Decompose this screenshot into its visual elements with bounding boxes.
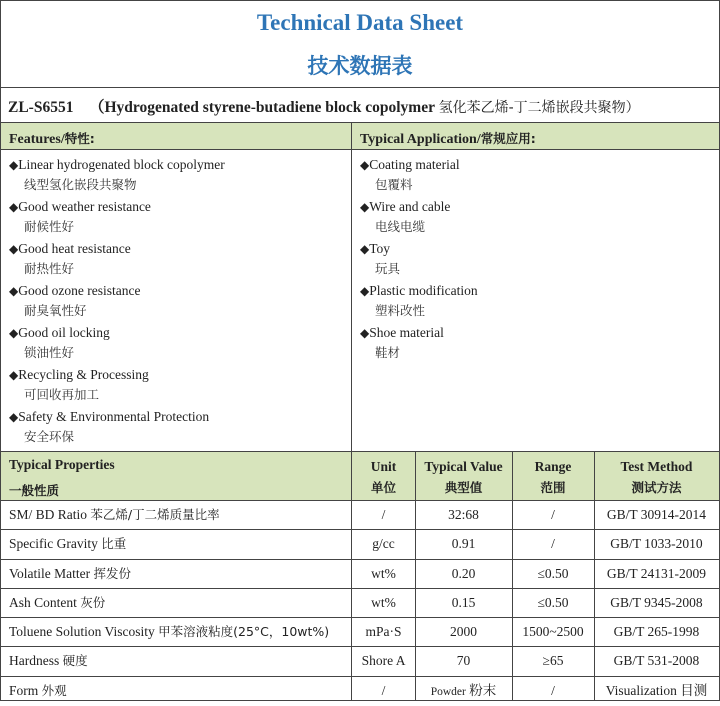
item-english-text: Wire and cable: [369, 199, 451, 214]
diamond-bullet-icon: ◆: [360, 200, 370, 214]
property-range: ≥65: [542, 653, 564, 669]
product-line: [8, 95, 640, 117]
property-test-method: [594, 589, 719, 617]
property-range: 1500~2500: [522, 624, 584, 640]
item-english-text: Good heat resistance: [18, 241, 131, 256]
test-method-text: Visualization: [605, 682, 677, 698]
test-method-text: GB/T 24131-2009: [606, 565, 707, 581]
property-range: /: [551, 536, 555, 552]
test-method-text: GB/T 30914-2014: [606, 507, 707, 522]
property-name-chinese: 灰份: [80, 594, 106, 610]
typical-value-text: 0.15: [451, 594, 476, 610]
column-header-test-method: Test Method 测试方法: [620, 459, 693, 495]
property-name: [9, 618, 329, 646]
applications-header: Typical Application/常规应用:: [360, 131, 536, 147]
list-item: [360, 197, 478, 239]
divider: [1, 149, 719, 150]
property-name-chinese: 比重: [101, 536, 127, 552]
item-english: [9, 365, 225, 385]
property-test-method: [594, 560, 719, 588]
table-row: [1, 647, 719, 676]
typical-value-text: 70: [456, 653, 471, 669]
item-english-text: Good ozone resistance: [18, 283, 141, 298]
item-english-text: Shoe material: [369, 325, 444, 340]
item-chinese-text: 线型氢化嵌段共聚物: [24, 177, 137, 192]
diamond-bullet-icon: ◆: [9, 410, 19, 424]
property-typical-value: [415, 501, 512, 529]
column-header-typical-value: Typical Value 典型值: [424, 459, 503, 495]
typical-value-text: 32:68: [448, 507, 479, 522]
item-english: [360, 239, 478, 259]
property-typical-value: [415, 618, 512, 646]
property-unit: /: [381, 682, 386, 698]
property-name-english: Hardness: [9, 653, 60, 669]
property-unit: Shore A: [361, 653, 406, 669]
test-method-text: GB/T 531-2008: [613, 653, 700, 669]
typical-value-text: 0.20: [451, 565, 476, 581]
item-english: [360, 281, 478, 301]
table-row: [1, 530, 719, 559]
list-item: [9, 281, 225, 323]
product-code: ZL-S6551: [8, 99, 74, 116]
list-item: [9, 197, 225, 239]
property-unit: g/cc: [372, 536, 395, 552]
property-test-method: [594, 618, 719, 646]
test-method-chinese: 目测: [680, 682, 708, 698]
list-item: [9, 365, 225, 407]
diamond-bullet-icon: ◆: [9, 242, 19, 256]
list-item: [360, 323, 478, 365]
property-name-chinese: 甲苯溶液粘度(25°C，10wt%): [158, 624, 330, 640]
diamond-bullet-icon: ◆: [9, 284, 19, 298]
properties-header-chinese: 一般性质: [9, 483, 60, 498]
item-english-text: Safety & Environmental Protection: [18, 409, 210, 424]
item-english: [360, 323, 478, 343]
column-header-range: Range 范围: [534, 459, 572, 495]
property-name-chinese: 外观: [41, 682, 67, 698]
property-name: [9, 560, 131, 588]
property-range: ≤0.50: [537, 594, 569, 610]
properties-header-english: Typical Properties: [9, 457, 115, 472]
item-english: [9, 281, 225, 301]
typical-value-text: 0.91: [451, 536, 476, 552]
table-row: [1, 618, 719, 647]
diamond-bullet-icon: ◆: [9, 368, 19, 382]
product-name-chinese: 氢化苯乙烯-丁二烯嵌段共聚物）: [438, 100, 640, 116]
property-test-method: [594, 530, 719, 558]
list-item: [9, 239, 225, 281]
item-english-text: Linear hydrogenated block copolymer: [18, 157, 225, 172]
property-unit: wt%: [371, 594, 396, 610]
property-typical-value: [415, 647, 512, 675]
table-row: [1, 501, 719, 530]
properties-table: [1, 501, 719, 705]
item-chinese-text: 可回收再加工: [24, 387, 100, 402]
item-chinese-text: 玩具: [375, 261, 401, 276]
item-chinese-text: 塑料改性: [375, 303, 426, 318]
test-method-text: GB/T 265-1998: [613, 624, 700, 640]
property-typical-value: [415, 530, 512, 558]
diamond-bullet-icon: ◆: [360, 284, 370, 298]
features-header: Features/特性:: [9, 131, 95, 147]
item-english: [9, 239, 225, 259]
item-chinese-text: 耐臭氧性好: [24, 303, 87, 318]
divider: [1, 87, 719, 88]
item-chinese-text: 耐热性好: [24, 261, 75, 276]
column-divider: [351, 123, 352, 700]
diamond-bullet-icon: ◆: [9, 200, 19, 214]
property-name-english: SM/ BD Ratio: [9, 507, 88, 522]
column-divider: [512, 452, 513, 700]
diamond-bullet-icon: ◆: [9, 158, 19, 172]
property-name-english: Toluene Solution Viscosity: [9, 624, 155, 640]
features-list: [9, 155, 225, 449]
property-name: [9, 647, 88, 675]
item-english-text: Plastic modification: [369, 283, 478, 298]
typical-value-text: Powder: [430, 685, 466, 698]
typical-value-chinese: 粉末: [469, 682, 497, 698]
property-name-english: Ash Content: [9, 594, 77, 610]
item-chinese-text: 包覆料: [375, 177, 413, 192]
property-unit: wt%: [371, 565, 396, 581]
item-english: [9, 197, 225, 217]
list-item: [360, 239, 478, 281]
item-english-text: Good weather resistance: [18, 199, 151, 214]
diamond-bullet-icon: ◆: [360, 326, 370, 340]
diamond-bullet-icon: ◆: [9, 326, 19, 340]
item-english-text: Recycling & Processing: [18, 367, 149, 382]
item-chinese-text: 鞋材: [375, 345, 401, 360]
title-english: Technical Data Sheet: [256, 10, 464, 35]
item-english: [360, 155, 478, 175]
table-row: [1, 560, 719, 589]
property-name: [9, 530, 126, 558]
item-english-text: Good oil locking: [18, 325, 110, 340]
property-typical-value: [415, 560, 512, 588]
property-name: [9, 501, 220, 529]
item-english: [360, 197, 478, 217]
property-name: [9, 589, 105, 617]
property-unit: /: [381, 507, 386, 522]
applications-list: [360, 155, 478, 365]
item-english-text: Coating material: [369, 157, 460, 172]
column-divider: [415, 452, 416, 700]
property-typical-value: [415, 589, 512, 617]
diamond-bullet-icon: ◆: [360, 242, 370, 256]
property-name-english: Form: [9, 682, 39, 698]
item-english: [9, 407, 225, 427]
property-test-method: [594, 501, 719, 529]
list-item: [360, 155, 478, 197]
list-item: [9, 407, 225, 449]
product-name-english: （Hydrogenated styrene-butadiene block copolymer: [88, 99, 435, 116]
item-english: [9, 323, 225, 343]
property-name-english: Volatile Matter: [9, 565, 91, 581]
list-item: [360, 281, 478, 323]
title-chinese: 技术数据表: [307, 54, 413, 78]
item-english-text: Toy: [369, 241, 391, 256]
property-unit: mPa·S: [365, 624, 402, 640]
property-name-chinese: 挥发份: [93, 565, 131, 581]
item-chinese-text: 耐候性好: [24, 219, 75, 234]
property-name-chinese: 苯乙烯/丁二烯质量比率: [90, 507, 220, 522]
table-row: [1, 589, 719, 618]
property-name-english: Specific Gravity: [9, 536, 98, 552]
item-chinese-text: 锁油性好: [24, 345, 75, 360]
item-chinese-text: 安全环保: [24, 429, 75, 444]
column-header-unit: Unit 单位: [370, 459, 397, 495]
list-item: [9, 155, 225, 197]
property-range: /: [551, 507, 555, 522]
property-range: ≤0.50: [537, 565, 569, 581]
column-divider: [594, 452, 595, 700]
list-item: [9, 323, 225, 365]
property-name-chinese: 硬度: [62, 653, 88, 669]
test-method-text: GB/T 1033-2010: [610, 536, 703, 552]
property-test-method: [594, 647, 719, 675]
test-method-text: GB/T 9345-2008: [610, 594, 703, 610]
typical-value-text: 2000: [450, 624, 477, 640]
diamond-bullet-icon: ◆: [360, 158, 370, 172]
item-english: [9, 155, 225, 175]
item-chinese-text: 电线电缆: [375, 219, 426, 234]
property-range: /: [551, 682, 555, 698]
